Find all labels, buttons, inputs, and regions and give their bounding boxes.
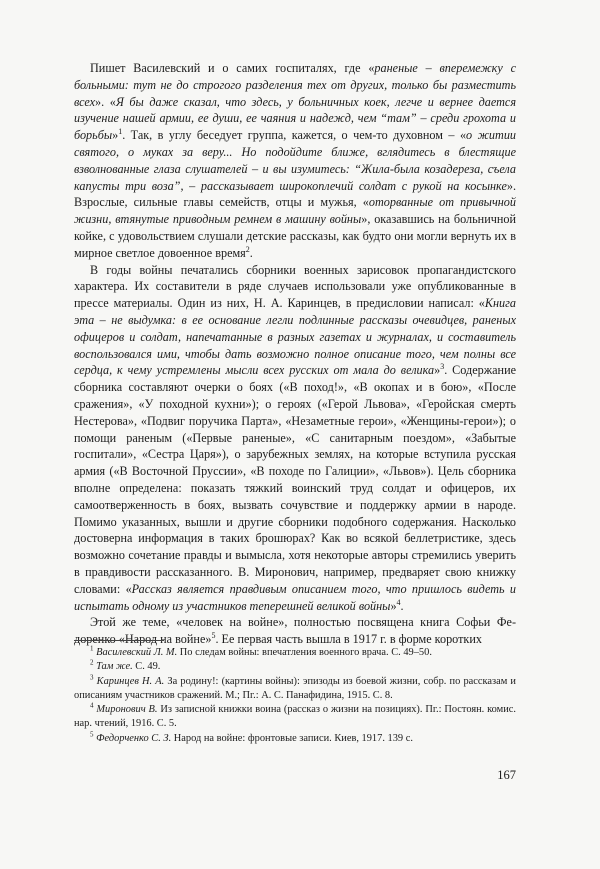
footnote-citation: По следам войны: впечатления военного врача. С. 49–50. <box>177 647 432 658</box>
footnote <box>74 703 516 732</box>
page-number: 167 <box>497 768 516 782</box>
footnote-author: Миронович В. <box>96 704 158 716</box>
footnote-ref: 1 <box>118 127 123 137</box>
paragraph <box>74 262 516 615</box>
quote-text: о житии святого, о муках за веру... Но подойдите ближе, вглядитесь в блестящие взволнованные глаза слушателей – и вы изумитесь: “Жила-была козадереза, съела капусты три воза”, – рассказывает широкоплечий солдат с рукой на косынке <box>74 128 517 193</box>
footnote <box>74 732 516 746</box>
footnotes <box>74 646 516 746</box>
footnote-author: Там же. <box>96 661 133 673</box>
quote-text: Книга эта – не выдумка: в ее основание легли подлинные рассказы очевидцев, раненых офицеров и солдат, напечатанные в разных газетах и журналах, и составитель воспользовался ими, чтобы дать возможно полное описание того, чем полны все сердца, к чему устремлены мысли всех русских от мала до велика <box>74 296 516 378</box>
text-run: . <box>249 245 253 260</box>
text-run: В годы войны печатались сборники военных зарисовок пропагандистского характера. Их составители в ряде случаев использовали уже опубликованные в прессе материалы. Один из них, Н. А. Каринцев, в предисловии написал: « <box>74 262 516 311</box>
footnote-citation: С. 49. <box>132 661 161 673</box>
quote-text: раненые – вперемежку с больными: тут не до строгого разделения тех от других, только бы разместить всех <box>74 61 516 109</box>
footnote-author: Каринцев Н. А. <box>96 675 165 687</box>
footnote-number: 3 <box>90 673 94 682</box>
footnote-separator <box>74 640 164 641</box>
text-run: Этой же теме, «человек на войне», полностью посвящена книга Софьи Федоренко «Народ на войне» <box>74 615 516 647</box>
text-run: . Так, в углу беседует группа, кажется, о чем-то духовном – « <box>122 128 467 143</box>
footnote <box>74 660 516 674</box>
text-run: », оказавшись на больничной койке, с удовольствием слушали детские рассказы, как будто они могли вернуть их в мирное светлое довоенное время <box>74 212 516 260</box>
text-run: . <box>400 598 404 613</box>
text-run: ». Взрослые, сильные главы семейств, отцы и мужья, « <box>74 178 516 210</box>
text-run: » <box>390 598 397 613</box>
quote-text: Рассказ является правдивым описанием того, что пришлось видеть и испытать одному из участников теперешней великой войны <box>74 581 516 613</box>
main-text <box>74 60 516 648</box>
text-run: . Ее первая часть вышла в 1917 г. в форме коротких <box>215 632 482 647</box>
footnote <box>74 646 516 660</box>
footnote-author: Василевский Л. М. <box>96 647 178 658</box>
footnote <box>74 675 516 704</box>
quote-text: Я бы даже сказал, что здесь, у больничных коек, легче и вернее дается изучение нашей армии, ее души, ее чаяния и надежд, чем “там” – среди грохота и борьбы <box>74 94 517 143</box>
text-run: » <box>112 128 119 143</box>
paragraph <box>74 614 516 648</box>
text-run: ». « <box>95 94 116 109</box>
footnote-ref: 4 <box>396 597 401 607</box>
footnote-ref: 2 <box>245 244 250 254</box>
quote-text: оторванные от привычной жизни, втянутые приводным ремнем в машину войны <box>74 195 516 227</box>
text-run: Пишет Василевский и о самих госпиталях, где « <box>90 61 375 75</box>
text-run: » <box>434 363 441 378</box>
footnote-ref: 5 <box>211 631 216 641</box>
footnote-citation: За родину!: (картины войны): эпизоды из боевой жизни, собр. по рассказам и описаниям участников сражений. М.; Пг.: А. С. Панафидина, 1915. С. 8. <box>74 675 516 701</box>
footnote-author: Федорченко С. З. <box>96 732 172 744</box>
footnote-number: 2 <box>90 658 94 667</box>
footnote-ref: 3 <box>440 362 445 372</box>
footnote-number: 1 <box>90 644 94 653</box>
text-run: . Содержание сборника составляют очерки о боях («В поход!», «В окопах и в бою», «После сражения», «У походной кухни»); о героях («Герой Львова», «Геройская смерть Нестерова», «Подвиг поручика Парта», «Незаметные герои», «Женщины-герои»); о помощи раненым («Первые раненые», «С санитарным поездом», «Забытые госпитали», «Сестра Царя»), о зарубежных землях, на которые вступила русская армия («В Восточной Пруссии», «В походе по Галиции», «Львов»). Цель сборника вполне определена: показать тяжкий воинский труд солдат и офицеров, их самоотверженность в боях, вызвать сочувствие и поддержку армии в народе. Помимо указанных, вышли и другие сборники подобного содержания. Насколько достоверна информация в таких брошюрах? Как во всякой беллетристике, здесь возможно сочетание правды и вымысла, хотя некоторые авторы стремились уверить в правдивости рассказанного. В. Миронович, например, предваряет свою книжку словами: « <box>74 363 517 596</box>
paragraph <box>74 60 516 262</box>
footnote-number: 4 <box>90 701 94 710</box>
footnote-citation: Народ на войне: фронтовые записи. Киев, 1917. 139 с. <box>171 732 413 744</box>
footnote-citation: Из записной книжки воина (рассказ о жизни на позициях). Пг.: Постоян. комис. нар. чтений, 1916. С. 5. <box>74 704 517 730</box>
footnote-number: 5 <box>90 730 94 739</box>
